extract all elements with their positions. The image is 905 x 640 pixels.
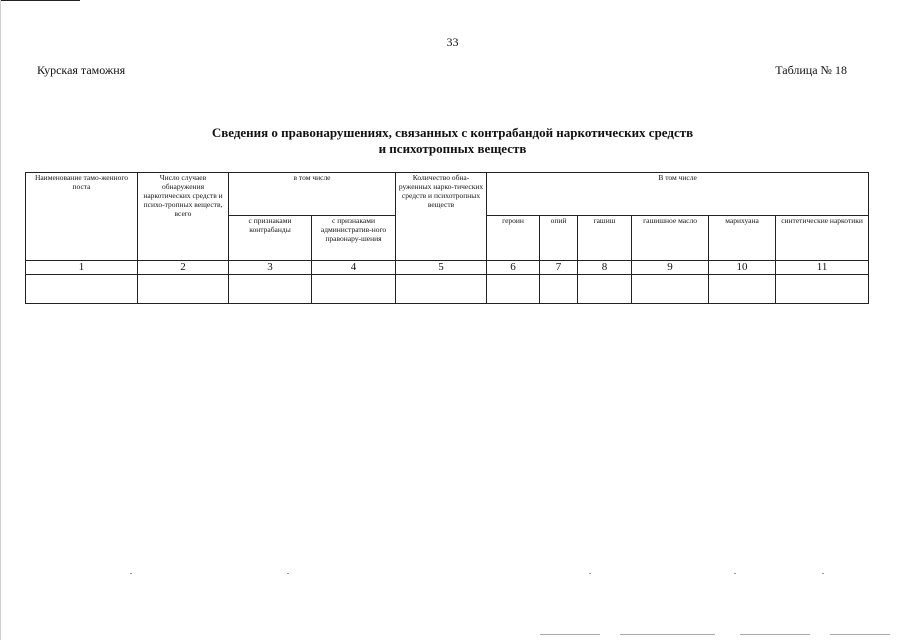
column-number: 1	[26, 261, 138, 275]
column-number: 6	[487, 261, 540, 275]
table-cell	[487, 275, 540, 304]
header-administrative: с признаками административ-ного правонару-шения	[312, 216, 396, 261]
table-cell	[229, 275, 312, 304]
table-row	[26, 275, 869, 304]
table-cell	[776, 275, 869, 304]
column-number: 2	[138, 261, 229, 275]
table-cell	[312, 275, 396, 304]
title-line-2: и психотропных веществ	[378, 141, 527, 156]
column-number-row	[26, 261, 869, 275]
scan-artifact-dots	[0, 573, 905, 575]
column-number: 3	[229, 261, 312, 275]
column-number: 4	[312, 261, 396, 275]
header-heroin: героин	[487, 216, 540, 261]
report-table	[25, 172, 869, 304]
header-cases-total: Число случаев обнаружения наркотических средств и психо-тропных веществ, всего	[138, 173, 229, 261]
document-title	[0, 125, 905, 157]
organization-name: Курская таможня	[37, 63, 126, 77]
header-quantity-seized: Количество обна-руженных нарко-тических средств и психотропных веществ	[396, 173, 487, 261]
column-number: 11	[776, 261, 869, 275]
table-cell	[709, 275, 776, 304]
table-number: Таблица № 18	[775, 63, 847, 77]
table-cell	[396, 275, 487, 304]
scan-artifact-lines	[540, 634, 890, 636]
header-marijuana: марихуана	[709, 216, 776, 261]
header-smuggling: с признаками контрабанды	[229, 216, 312, 261]
table-cell	[26, 275, 138, 304]
title-line-1: Сведения о правонарушениях, связанных с контрабандой наркотических средств	[211, 125, 694, 140]
header-group-including-drugs: В том числе	[487, 173, 869, 216]
column-number: 10	[709, 261, 776, 275]
header-hashish-oil: гашишное масло	[632, 216, 709, 261]
column-number: 8	[578, 261, 632, 275]
header-customs-post: Наименование тамо-женного поста	[26, 173, 138, 261]
column-number: 7	[540, 261, 578, 275]
table-cell	[138, 275, 229, 304]
header-hashish: гашиш	[578, 216, 632, 261]
header-opium: опий	[540, 216, 578, 261]
header-synthetic-drugs: синтетические наркотики	[776, 216, 869, 261]
header-group-including: в том числе	[229, 173, 396, 216]
page-number: 33	[446, 35, 459, 49]
table-cell	[632, 275, 709, 304]
scan-corner-line	[0, 0, 80, 1]
scan-left-edge	[0, 0, 1, 640]
column-number: 5	[396, 261, 487, 275]
column-number: 9	[632, 261, 709, 275]
table-cell	[578, 275, 632, 304]
table-cell	[540, 275, 578, 304]
